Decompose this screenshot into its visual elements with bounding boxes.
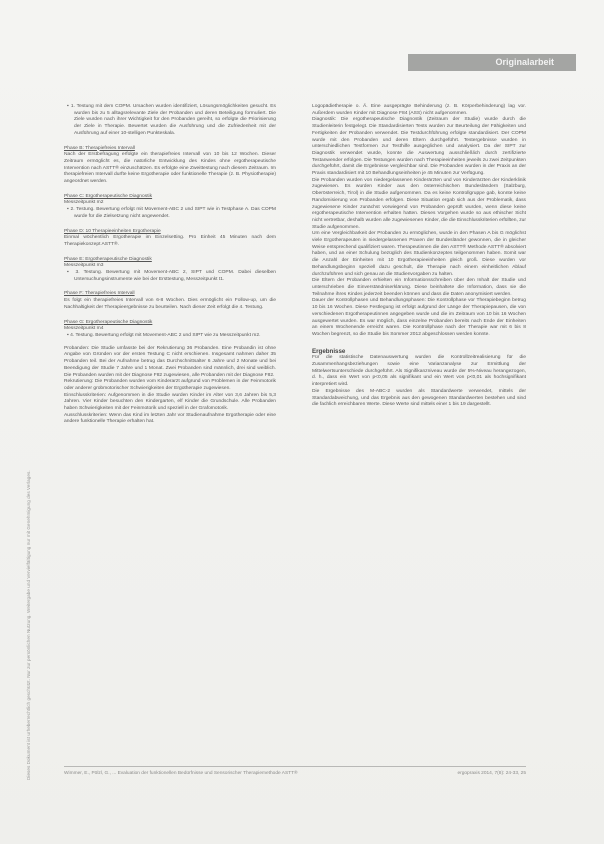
paragraph: Logopädietherapie o. Ä. Eine ausgeprägte Behinderung (z. B. Körperbehinderung) lag vor. Außerdem wurden Kinder mit Diagnose F84 (ASS) nicht aufgenommen. xyxy=(312,104,526,116)
paragraph: Diagnostik: Die ergotherapeutische Diagnostik (Zeitraum der Studie) wurde durch die Studienleiterin festgelegt. Die Standardisierten Tests wurden zur Beurteilung der Fähigkeiten und Fertigkeiten der Probanden verwendet. Die Testdurchführung erfolgte standardisiert. Der COPM wurde mit den Probanden und deren Eltern durchgeführt. Testergebnisse wurden in unterschiedlichen Testformen zur Testhilfe ausgeglichen und analysiert. Da der SIPT zur Diagnostik verwendet wurde, konnte die Auswertung ausschließlich durch zertifizierte Testanwender erfolgen. Die Testungen wurden nach Therapieeinheiten jeweils zu zwei Zeitpunkten durchgeführt, damit die Ergebnisse vergleichbar sind. Die Probanden wurden in der Praxis an der Praxis standardisiert mit 10 Behandlungseinheiten je 45 Minuten zur Verfügung. xyxy=(312,117,526,177)
section-heading: Phase B: Therapiefreies Intervall xyxy=(64,145,135,151)
section-heading: Phase E: Ergotherapeutische Diagnostik xyxy=(64,256,152,262)
section-label: Originalarbeit xyxy=(495,57,554,67)
paragraph: Die Probanden wurden von niedergelassenen Kinderärzten und von Kinderärzten der Kinderklinik zugewiesen. Es wurden Kinder aus den österreichischen Bundesländern (Salzburg, Oberösterreich, Tirol) in die Studie aufgenommen. Da es keine Kontrollgruppe gab, konnte keine Randomisierung von Probanden erfolgen. Diese Situation ergab sich aus der Problematik, dass zugewiesene Kinder zunächst vorwiegend von Probanden geprüft wurden, wenn diese keine ergotherapeutische Intervention erhalten hatten. Dieses Vorgehen wurde so aus ethischer Sicht nicht vertretbar, deshalb wurden alle zugewiesenen Kinder, die die Einschlusskriterien erfüllten, zur Studie aufgenommen. xyxy=(312,177,526,230)
bullet-paragraph: ▪ 2. Testung. Bewertung erfolgt mit Movement-ABC 2 und SIPT wie in Testphase A. Das COPM wurde für die Zielsetzung nicht angewendet. xyxy=(67,207,276,219)
paragraph: Es folgt ein therapiefreies Intervall von 6-8 Wochen. Dies ermöglicht ein Follow-up, um die Nachhaltigkeit der Therapieergebnisse zu beurteilen. Nach dieser Zeit erfolgt die 4. Testung. xyxy=(64,298,276,310)
measurement-label: Messzeitpunkt m2 xyxy=(64,200,104,206)
section-heading: Phase G: Ergotherapeutische Diagnostik xyxy=(64,319,153,325)
paragraph: Probanden: Die Studie umfasste bei der Rekrutierung 36 Probanden. Eine Probandin ist ohne Angabe von Gründen vor der ersten Testung C nicht erschienen. Insgesamt nahmen daher 35 Probanden teil. Bei der Aufnahme betrug das Durchschnittsalter 6 Jahre und 2 Monate und bei Beendigung der Studie 7 Jahre und 1 Monat. Zwei Probanden sind männlich, drei sind weiblich. Die Probanden wurden mit der Diagnose F82 zugewiesen, alle Probanden mit der Diagnose F82. xyxy=(64,345,276,378)
paragraph: Einmal wöchentlich Ergotherapie im Einzelsetting. Pro Einheit 45 Minuten nach dem Therapiekonzept ASTT®. xyxy=(64,235,276,247)
paragraph: Nach der Erstbefragung erfolgte ein therapiefreies Intervall von 10 bis 12 Wochen. Dieser Zeitraum ermöglicht es, die natürliche Entwicklung des Kindes ohne ergotherapeutische Intervention nach ASTT® einzuschätzen. Es erfolgte eine Zweittestung nach diesem Zeitraum. Im therapiefreien Intervall durfte keine Ergotherapie oder funktionelle Therapie (z. B. Physiotherapie) angeordnet werden. xyxy=(64,152,276,185)
section-heading: Phase F: Therapiefreies Intervall xyxy=(64,291,135,297)
section-heading: Phase D: 10 Therapieeinheiten Ergotherapie xyxy=(64,228,161,234)
page-footer xyxy=(64,766,526,779)
left-text-column xyxy=(64,104,276,426)
footer-issue: ergopraxis 2014, 7(8): 24-33, 25 xyxy=(457,771,526,776)
bullet-paragraph: ▪ 1. Testung mit dem COPM. Ursachen wurden identifiziert, Lösungsmöglichkeiten gesucht. Es wurden bis zu 5 alltagsrelevante Ziele der Probanden und deren Beteiligung formuliert. Die Ziele wurden nach ihrer Wichtigkeit für den Probanden gereiht, so erfolgte die Priorisierung der Ziele in Therapie. Bewertet wurden die Ausführung und die Zufriedenheit mit der Ausführung auf einer 10-stelligen Punkteskala. xyxy=(67,104,276,136)
paragraph: Rekrutierung: Die Probanden wurden vom Kinderarzt aufgrund von Problemen in der Feinmotorik oder anderer grobmotorischer Schwierigkeiten der Ergotherapie zugewiesen. xyxy=(64,379,276,391)
paragraph: Die Eltern der Probanden erhielten ein Informationsschreiben über den Inhalt der Studie und unterschrieben die Einverständniserklärung. Diese beinhaltete die Information, dass sie die Teilnahme ihres Kindes jederzeit beenden können und dass die Daten anonymisiert werden. xyxy=(312,278,526,297)
paragraph: Für die statistische Datenauswertung wurden die Kontrollzeitrealisierung für die Zusammenhangsbeziehungen sowie eine Varianzanalyse zur Ermittlung der Mittelwertsunterschiede durchgeführt. Als Signifikanzniveau wurde der 5%-Niveau herangezogen, d. h., dass ein Wert von p<0,05 als signifikant und ein Wert von p<0,01 als hochsignifikant interpretiert wird. xyxy=(312,355,526,388)
footer-citation: Wimmer, E., Pölzl, G., ... Evaluation der funktionellen Bedürfnisse und Sensorischer Therapiemethode ASTT® xyxy=(64,771,298,776)
paragraph: Dauer der Kontrollphasen und Behandlungsphasen: Die Kontrollphase vor Therapiebeginn betrug 10 bis 16 Wochen. Diese Festlegung ist erfolgt aufgrund der Länge der Therapiepausen, die von verschiedenen Ergotherapeutinnen angegeben wurde und die im Zeitraum von 10 bis 16 Wochen ausgewertet wurden. Es war möglich, dass einzelne Probanden bereits nach Ende der Einheiten an einem Wochenende erreicht waren. Die Kontrollphase nach der Therapie war mit 6 bis 8 Wochen begrenzt, so die Studie bis Sommer 2012 abgeschlossen werden konnte. xyxy=(312,298,526,337)
section-banner xyxy=(408,54,576,71)
measurement-label: Messzeitpunkt m4 xyxy=(64,326,104,332)
bullet-paragraph: ▪ 4. Testung. Bewertung erfolgt mit Movement-ABC 2 und SIPT wie zu Messzeitpunkt m2. xyxy=(67,332,261,338)
paragraph: Um eine Vergleichbarkeit der Probanden zu ermöglichen, wurde in den Phasen A bis G möglichst viele Ergotherapeuten in niedergelassenen Praxen der Bundesländer gewonnen, die in gleicher Weise entsprechend qualifiziert waren. Therapeutinnen die den ASTT® Methode ASTT® absolviert haben, und an einer Schulung bezüglich des Studienkonzeptes teilgenommen haben. Somit war die Anzahl der Einheiten mit 10 Ergotherapieeinheiten gleich groß. Diese wurden vor Behandlungsbeginn speziell dazu geschult, die Therapie nach einem einheitlichen Ablauf durchzuführen und sich genau an die Studienvorgaben zu halten. xyxy=(312,231,526,277)
major-heading: Ergebnisse xyxy=(312,347,346,355)
measurement-label: Messzeitpunkt m3 xyxy=(64,263,104,269)
right-text-column xyxy=(312,104,526,409)
side-copyright-note xyxy=(26,60,40,780)
paragraph: Einschlusskriterien: Aufgenommen in die Studie wurden Kinder im Alter von 3,6 Jahren bis 5,3 Jahren. Vier Kinder besuchten den Kindergarten, elf Kinder die Grundschule. Alle Probanden haben Schwierigkeiten mit der Feinmotorik und speziell in der Grafomotorik. xyxy=(64,392,276,412)
paragraph: Ausschlusskriterien: Wenn das Kind im letzten Jahr vor Studienaufnahme Ergotherapie oder eine andere funktionelle Therapie erhalten hat. xyxy=(64,412,276,425)
side-note-text: Dieses Dokument ist urheberrechtlich geschützt. Nur zur persönlichen Nutzung. Weitergabe und Vervielfältigung nur mit Genehmigung des Verlages. xyxy=(26,470,31,780)
paragraph: Die Ergebnisse des M-ABC-2 wurden als Standardwerte verwendet, mittels der Standardabweichung, und das Ergebnis aus den gewogenen Standardwerten bestehen und sind die fachlich erreichbaren Werte. Diese Werte sind mittels einer 1 bis 19 dargestellt. xyxy=(312,388,526,408)
section-heading: Phase C: Ergotherapeutische Diagnostik xyxy=(64,193,153,199)
bullet-paragraph: ▪ 3. Testung. Bewertung mit Movement-ABC 2, SIPT und COPM. Dabei dieselben Untersuchungsinstrumente wie bei der Ersttestung, Messzeitpunkt t1. xyxy=(67,270,276,282)
